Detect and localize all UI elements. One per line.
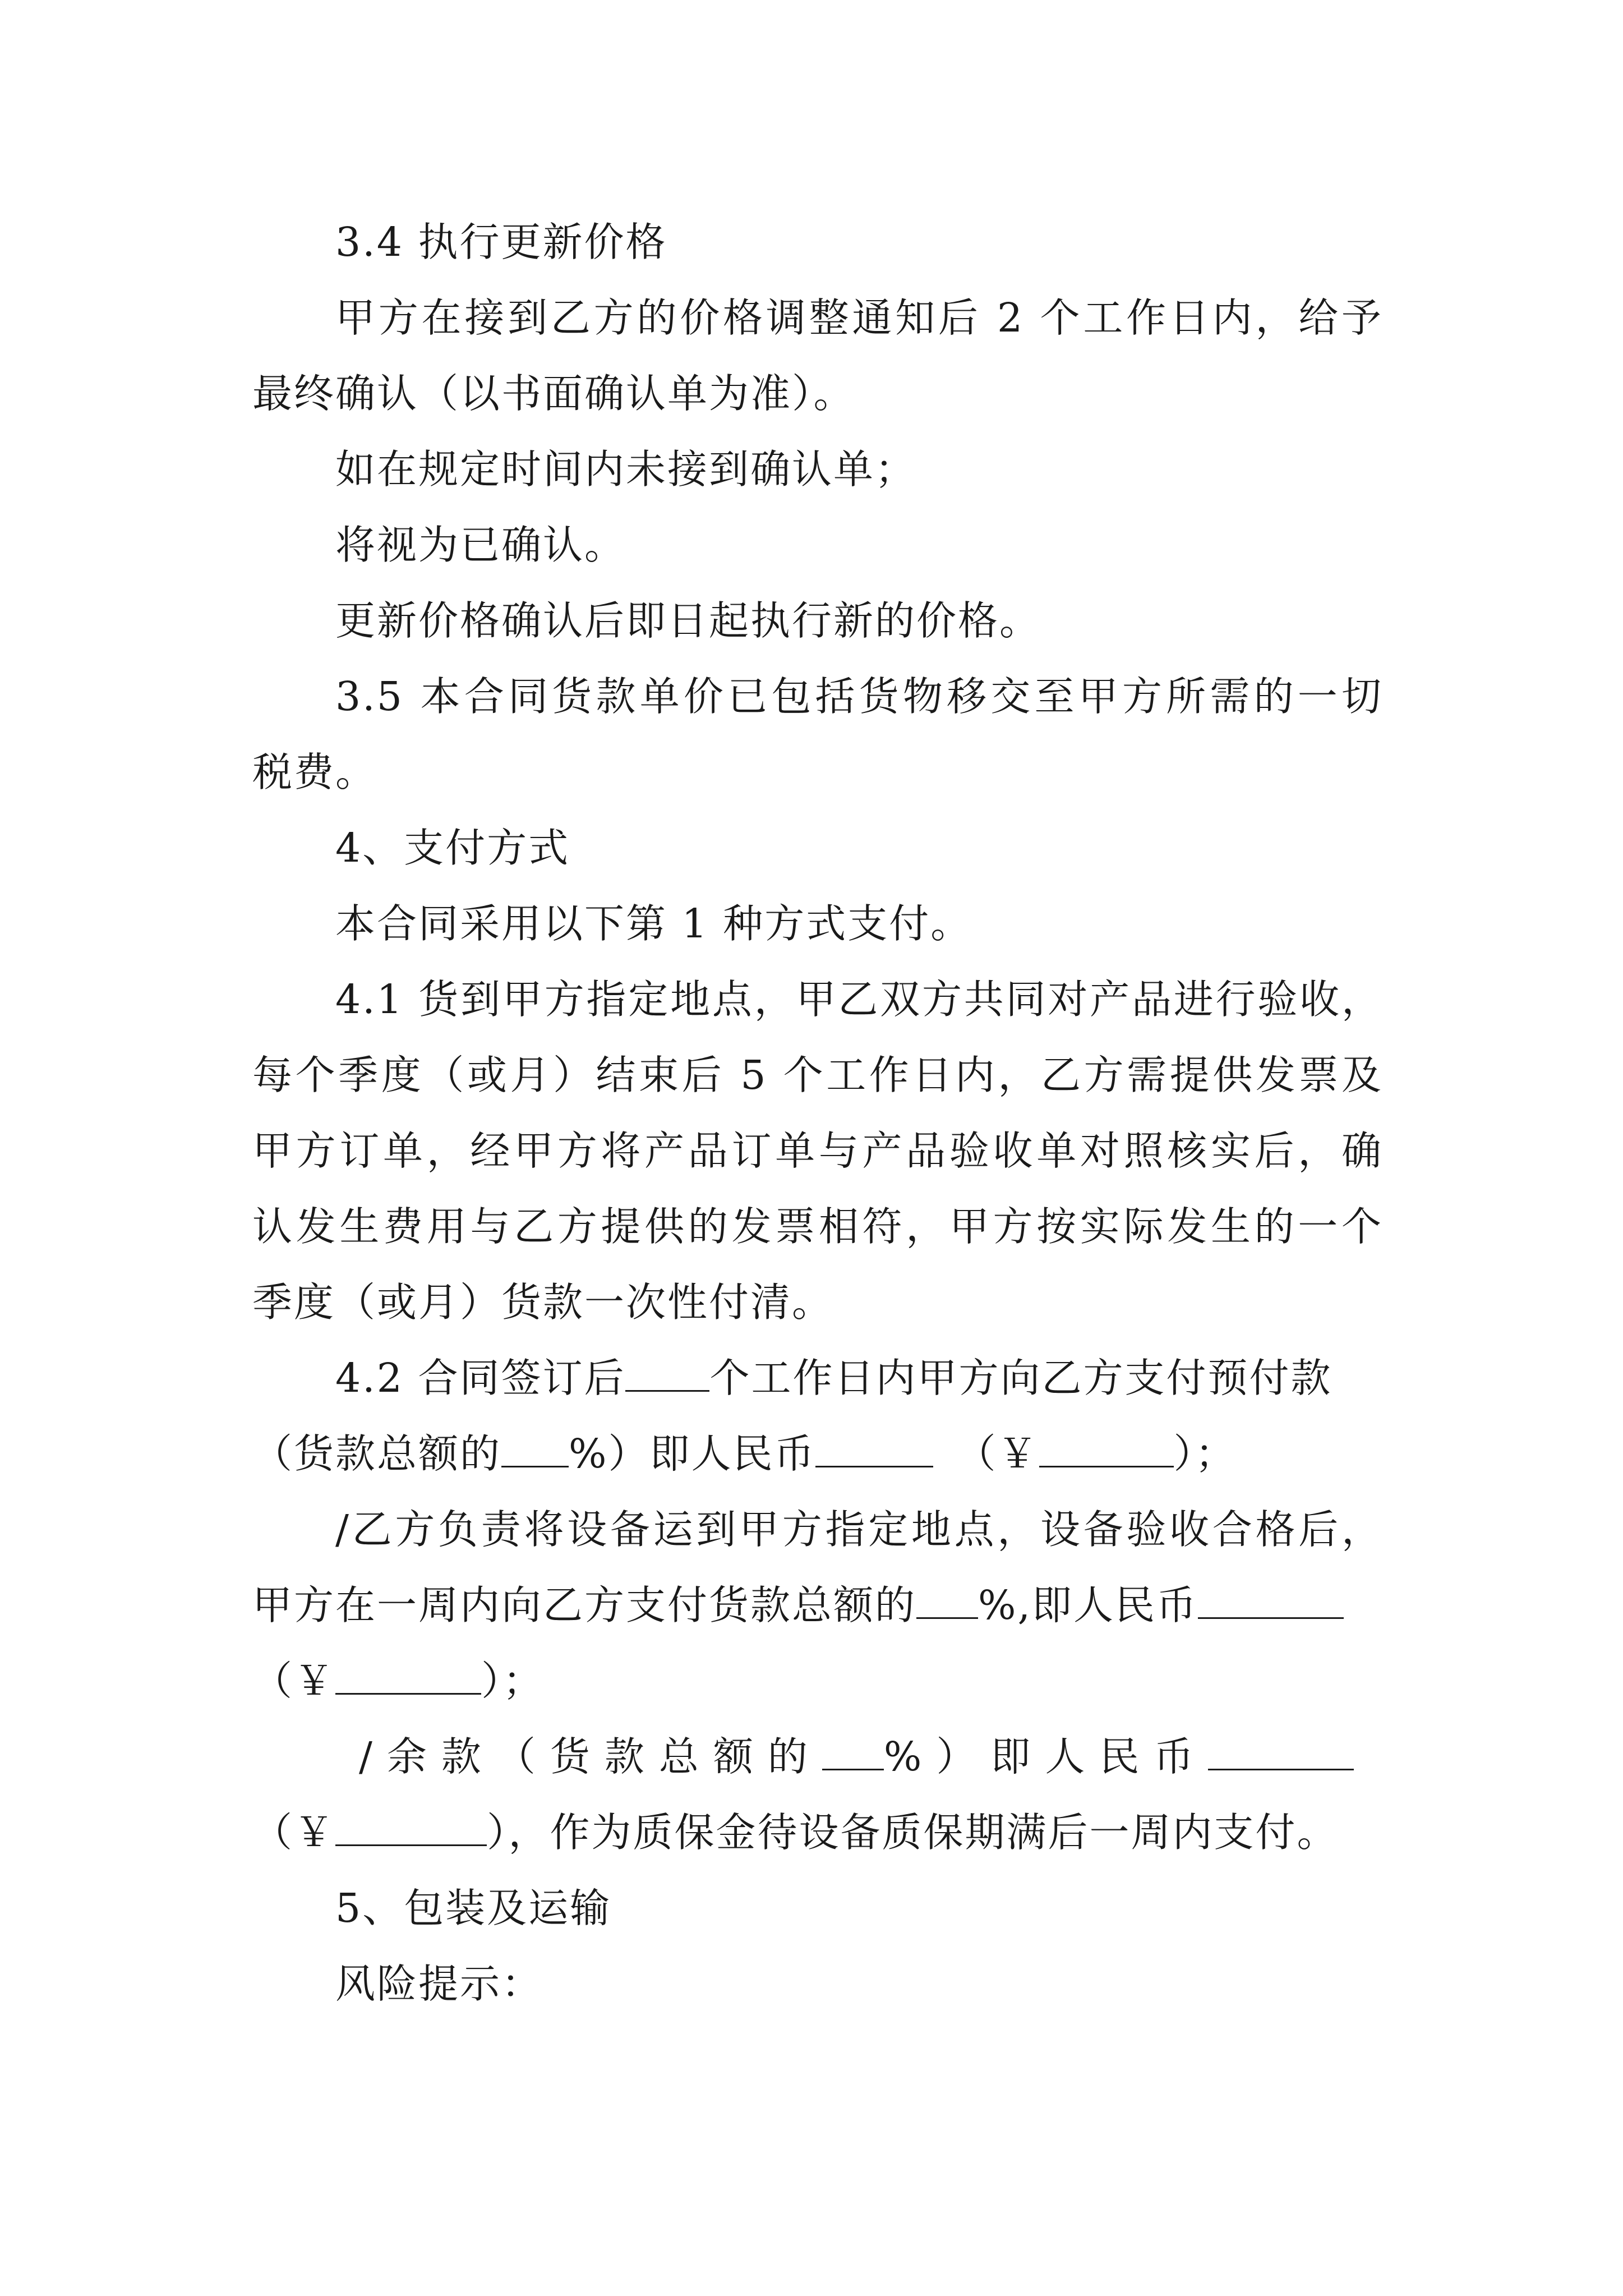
text-segment: ）； [481,1658,545,1704]
risk-notice-label: 风险提示： [335,1961,543,2007]
blank-field[interactable] [625,1355,709,1392]
text-segment: %）即人民币 [569,1430,816,1477]
paragraph-line: 甲方订单，经甲方将产品订单与产品验收单对照核实后，确 [252,1128,1383,1174]
text-segment: （￥ [252,1658,336,1704]
text-segment: （货款总额的 [252,1430,502,1477]
blank-field[interactable] [335,1810,487,1846]
text-segment: ）； [1173,1430,1237,1477]
paragraph-line: 税费。 [252,749,377,795]
blank-field[interactable] [1208,1734,1354,1770]
text-segment: 甲方在一周内向乙方支付货款总额的 [252,1582,917,1628]
blank-field[interactable] [815,1431,933,1467]
blank-field[interactable] [1039,1431,1174,1467]
blank-field[interactable] [335,1658,481,1695]
paragraph-line: 将视为已确认。 [335,522,626,568]
text-segment: /余款（货款总额的 [359,1733,822,1780]
paragraph-line [252,1577,1344,1634]
text-segment: %）即人民币 [883,1733,1209,1780]
clause-3-4-heading: 3.4 执行更新价格 [335,219,667,265]
paragraph-line: 更新价格确认后即日起执行新的价格。 [335,597,1041,644]
text-segment: ），作为质保金待设备质保期满后一周内支付。 [487,1809,1339,1856]
clause-4-2-line [335,1350,1332,1406]
paragraph-line [359,1729,1354,1785]
paragraph-line [252,1805,1339,1861]
paragraph-line: 季度（或月）货款一次性付清。 [252,1279,834,1326]
text-segment: 个工作日内甲方向乙方支付预付款 [709,1355,1332,1401]
section-5-heading: 5、包装及运输 [335,1885,612,1931]
paragraph-line: 本合同采用以下第 1 种方式支付。 [335,900,972,947]
blank-field[interactable] [1198,1582,1344,1619]
text-segment: （￥ [252,1809,336,1856]
text-segment: 4.2 合同签订后 [335,1355,626,1401]
text-segment: （￥ [956,1430,1039,1477]
paragraph-line: 如在规定时间内未接到确认单； [335,446,917,493]
paragraph-line: 认发生费用与乙方提供的发票相符，甲方按实际发生的一个 [252,1203,1383,1250]
paragraph-line: 甲方在接到乙方的价格调整通知后 2 个工作日内，给予 [335,295,1383,341]
section-4-heading: 4、支付方式 [335,825,570,871]
paragraph-line [252,1426,1237,1482]
paragraph-line: /乙方负责将设备运到甲方指定地点，设备验收合格后， [335,1506,1383,1553]
blank-field[interactable] [501,1431,569,1467]
clause-4-1-line: 4.1 货到甲方指定地点，甲乙双方共同对产品进行验收， [335,976,1383,1023]
blank-field[interactable] [822,1734,884,1770]
paragraph-line: 最终确认（以书面确认单为准）。 [252,370,855,417]
blank-field[interactable] [916,1582,978,1619]
text-segment: %,即人民币 [978,1582,1198,1628]
paragraph-line: 每个季度（或月）结束后 5 个工作日内，乙方需提供发票及 [252,1052,1383,1098]
clause-3-5-line: 3.5 本合同货款单价已包括货物移交至甲方所需的一切 [335,673,1383,720]
paragraph-line [252,1653,545,1709]
